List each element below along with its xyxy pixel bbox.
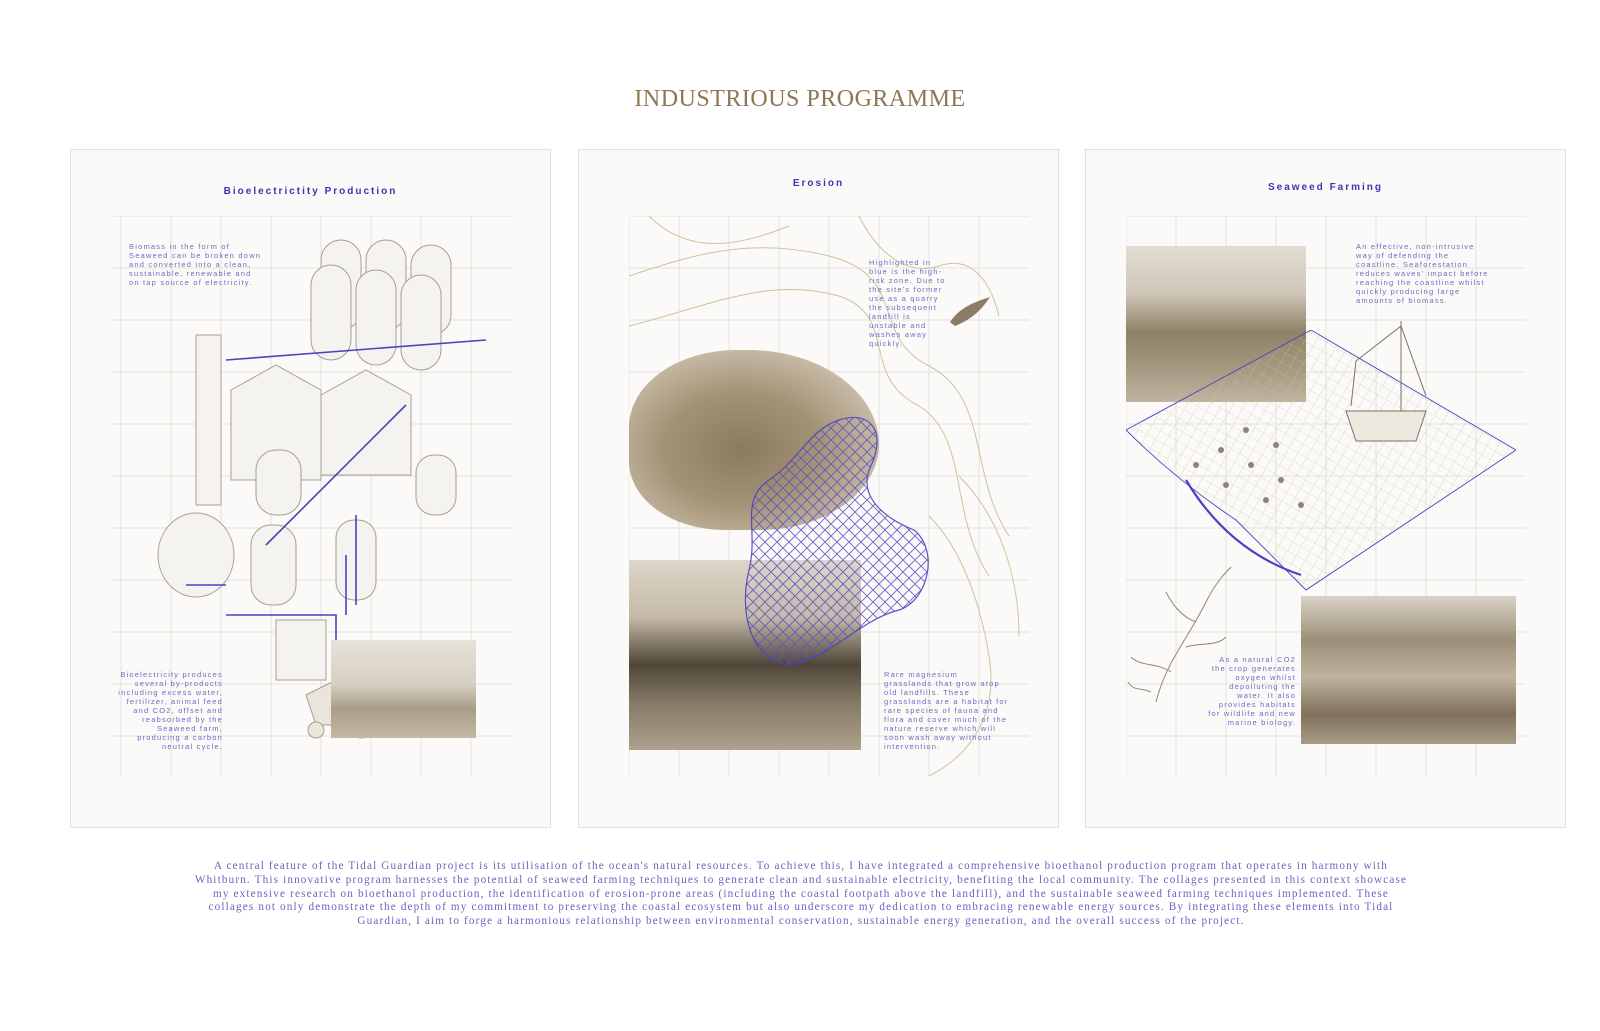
high-risk-zone-hatch: [729, 410, 934, 675]
page-title: INDUSTRIOUS PROGRAMME: [634, 86, 966, 112]
panel-title-bioelectricity: Bioelectrictity Production: [223, 186, 398, 197]
bird-icon: [945, 292, 995, 332]
note-grasslands: Rare magnesium grasslands that grow atop old landfills. These grasslands are a habitat for rare species of fauna and flora and cover much of the nature reserve which will soon wash away without intervention.: [884, 670, 1009, 751]
panel-title-seaweed: Seaweed Farming: [1267, 182, 1384, 193]
note-biomass: Biomass in the form of Seaweed can be broken down and converted into a clean, sustainable, renewable and on tap source of electricity.: [129, 242, 262, 287]
note-byproducts: Bioelectricity produces several by-products including excess water, fertilizer, animal feed and CO2, offset and reabsorbed by the Seaweed farm, producing a carbon neutral cycle.: [118, 670, 223, 751]
project-description: A central feature of the Tidal Guardian project is its utilisation of the ocean's natural resources. To achieve this, I have integrated a comprehensive bioethanol production program that operates in harmony with Whitburn. This innovative program harnesses the potential of seaweed farming techniques to generate clean and sustainable electricity, benefiting the local community. The collages presented in this context showcase my extensive research on bioethanol production, the identification of erosion-prone areas (including the coastal footpath above the landfill), and the sustainable seaweed farming techniques implemented. These collages not only demonstrate the depth of my commitment to preserving the coastal ecosystem but also underscore my dedication to embracing renewable energy sources. By integrating these elements into Tidal Guardian, I aim to forge a harmonious relationship between environmental conservation, sustainable energy generation, and the overall success of the project.: [194, 860, 1408, 928]
note-high-risk: Highlighted in blue is the high-risk zone. Due to the site's former use as a quarry the subsequent landfill is unstable and washes away quickly.: [869, 258, 946, 348]
photo-seaweed-harvest: [1301, 596, 1516, 744]
fishing-boat-drawing: [1341, 316, 1436, 446]
panel-bioelectricity: [70, 149, 551, 828]
photo-bioethanol-plant: [331, 640, 476, 738]
panel-seaweed: [1085, 149, 1566, 828]
panel-erosion: [578, 149, 1059, 828]
panel-title-erosion: Erosion: [792, 178, 845, 189]
note-co2-crop: As a natural CO2 the crop generates oxygen whilst depolluting the water. It also provides habitats for wildlife and new marine biology.: [1208, 655, 1296, 727]
note-coastline-defence: An effective, non-intrusive way of defending the coastline. Seaforestation reduces waves' impact before reaching the coastline whilst quickly producing large amounts of biomass.: [1356, 242, 1489, 305]
seaweed-farm-mesh: [1126, 330, 1516, 600]
